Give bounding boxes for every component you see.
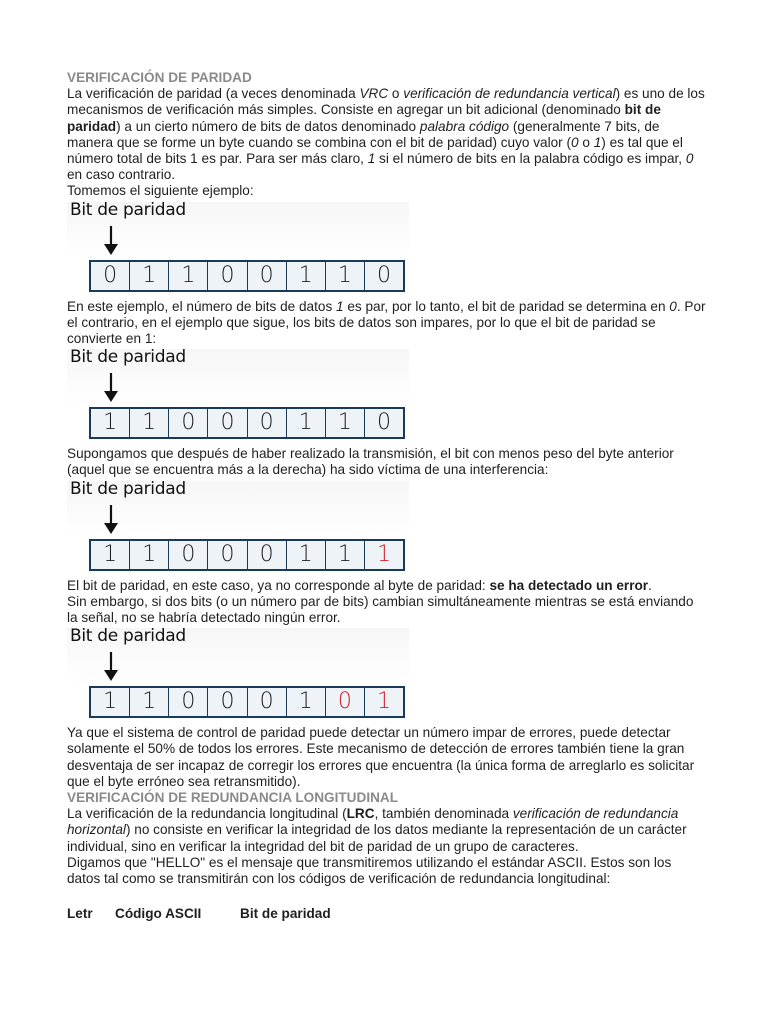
section-heading-lrc: VERIFICACIÓN DE REDUNDANCIA LONGITUDINAL: [67, 790, 399, 806]
italic-text: 0: [685, 151, 694, 167]
parity-figure: [67, 478, 409, 575]
paragraph: [67, 86, 707, 183]
paragraph: [67, 855, 707, 887]
italic-text: 0: [669, 298, 677, 314]
bit-cell: 1: [326, 409, 365, 437]
table-header-parity: Bit de paridad: [240, 906, 331, 922]
parity-figure: [67, 349, 409, 443]
italic-text: verificación de redundancia vertical: [403, 86, 616, 102]
text-run: Ya que el sistema de control de paridad puede detectar un número impar de errores, puede detectar solamente el 50% de todos los errores. Este mecanismo de detección de errores también tiene la gran desventaja de ser incapaz de corregir los errores que encuentra (la única forma de arreglarlo es solicitar que el byte erróneo sea retransmitido).: [67, 725, 695, 789]
text-run: Tomemos el siguiente ejemplo:: [67, 183, 254, 199]
italic-text: 1: [367, 151, 376, 167]
bit-cell: 1: [287, 541, 326, 569]
text-run: La verificación de paridad (a veces denominada: [67, 86, 360, 102]
bit-cell: 0: [91, 262, 130, 290]
italic-text: verificación de redundancia horizontal: [67, 806, 679, 838]
bit-cell: 0: [248, 409, 287, 437]
italic-text: VRC: [359, 86, 389, 102]
bit-cell: 0: [169, 688, 208, 716]
text-run: o: [388, 86, 404, 102]
document-page: [67, 70, 707, 922]
text-run: (generalmente 7 bits, de manera que se forme un byte cuando se combina con el bit de paridad) cuyo valor (: [67, 118, 660, 150]
paragraph: [67, 806, 707, 855]
arrow-down-icon: [101, 652, 121, 682]
text-run: En este ejemplo, el número de bits de datos: [67, 298, 337, 314]
text-run: es par, por lo tanto, el bit de paridad se determina en: [343, 298, 670, 314]
text-run: El bit de paridad, en este caso, ya no corresponde al byte de paridad:: [67, 577, 490, 593]
arrow-down-icon: [101, 373, 121, 403]
bit-cell: 1: [287, 688, 326, 716]
text-run: . Por el contrario, en el ejemplo que sigue, los bits de datos son impares, por lo que el bit de paridad se convierte en 1:: [67, 298, 706, 347]
italic-text: palabra código: [419, 118, 510, 134]
bit-cell: 0: [248, 262, 287, 290]
parity-bit-label: Bit de paridad: [70, 199, 186, 220]
italic-text: 0: [571, 134, 579, 150]
bit-cell: 1: [169, 262, 208, 290]
bit-cell: 1: [130, 541, 169, 569]
bit-cell: 1: [91, 409, 130, 437]
bit-row: [89, 407, 405, 439]
arrow-down-icon: [101, 226, 121, 256]
text-run: ) es uno de los mecanismos de verificación más simples. Consiste en agregar un bit adicional (denominado: [67, 86, 705, 118]
text-run: .: [648, 577, 652, 593]
arrow-down-icon: [101, 505, 121, 535]
table-header: [67, 906, 707, 922]
table-header-ascii: Código ASCII: [115, 906, 202, 922]
paragraph: [67, 299, 707, 348]
text-run: ) no consiste en verificar la integridad de los datos mediante la representación de un carácter individual, sino en verificar la integridad del bit de paridad de un grupo de caracteres.: [67, 822, 687, 854]
paragraph: [67, 183, 707, 199]
italic-text: 1: [336, 298, 344, 314]
paragraph: [67, 446, 707, 478]
bit-cell: 1: [130, 262, 169, 290]
text-run: en caso contrario.: [67, 167, 176, 183]
bit-cell: 0: [169, 409, 208, 437]
text-run: La verificación de la redundancia longitudinal (: [67, 806, 347, 822]
bit-cell: 1: [326, 541, 365, 569]
bit-cell: 1: [130, 688, 169, 716]
bit-cell: 1: [287, 409, 326, 437]
text-run: ) es tal que el número total de bits 1 es par. Para ser más claro,: [67, 134, 683, 167]
paragraph: [67, 725, 707, 790]
bold-text: se ha detectado un error: [489, 577, 649, 593]
text-run: si el número de bits en la palabra código es impar,: [375, 151, 686, 167]
bit-cell: 1: [287, 262, 326, 290]
bit-cell: 0: [248, 541, 287, 569]
bit-cell: 1: [91, 541, 130, 569]
bold-text: bit de paridad: [67, 102, 661, 134]
bit-cell-error: 0: [326, 688, 365, 716]
bit-cell: 1: [326, 262, 365, 290]
parity-bit-label: Bit de paridad: [70, 626, 186, 647]
bit-row: [89, 686, 405, 718]
paragraph: [67, 594, 707, 626]
bit-cell: 1: [91, 688, 130, 716]
table-header-letter: Letr: [67, 906, 93, 922]
text-run: Sin embargo, si dos bits (o un número par de bits) cambian simultáneamente mientras se está enviando la señal, no se habría detectado ningún error.: [67, 593, 694, 626]
bit-cell: 1: [130, 409, 169, 437]
bit-cell: 0: [208, 409, 247, 437]
bit-cell-error: 1: [376, 541, 391, 567]
text-run: Digamos que "HELLO" es el mensaje que transmitiremos utilizando el estándar ASCII. Estos son los datos tal como se transmitirán con los códigos de verificación de redundancia longitudinal:: [67, 854, 672, 887]
bit-row: [89, 260, 405, 292]
section-heading-parity: VERIFICACIÓN DE PARIDAD: [67, 70, 252, 85]
bit-cell: 0: [208, 688, 247, 716]
bit-cell-error: 1: [376, 689, 391, 715]
parity-figure: [67, 628, 409, 722]
bold-text: LRC: [346, 806, 375, 822]
parity-figure: [67, 199, 409, 296]
bit-cell: 0: [248, 688, 287, 716]
bit-cell: 0: [376, 410, 391, 436]
parity-bit-label: Bit de paridad: [70, 478, 186, 499]
bit-row: [89, 539, 405, 571]
parity-bit-label: Bit de paridad: [70, 347, 186, 368]
paragraph: [67, 578, 707, 594]
bit-cell: 0: [208, 541, 247, 569]
bit-cell: 0: [208, 262, 247, 290]
bit-cell: 0: [376, 262, 391, 288]
text-run: o: [578, 134, 594, 150]
text-run: Supongamos que después de haber realizado la transmisión, el bit con menos peso del byte anterior (aquel que se encuentra más a la derecha) ha sido víctima de una interferencia:: [67, 446, 674, 478]
text-run: ) a un cierto número de bits de datos denominado: [116, 118, 420, 134]
italic-text: 1: [593, 134, 602, 150]
text-run: , también denominada: [374, 806, 513, 822]
bit-cell: 0: [169, 541, 208, 569]
